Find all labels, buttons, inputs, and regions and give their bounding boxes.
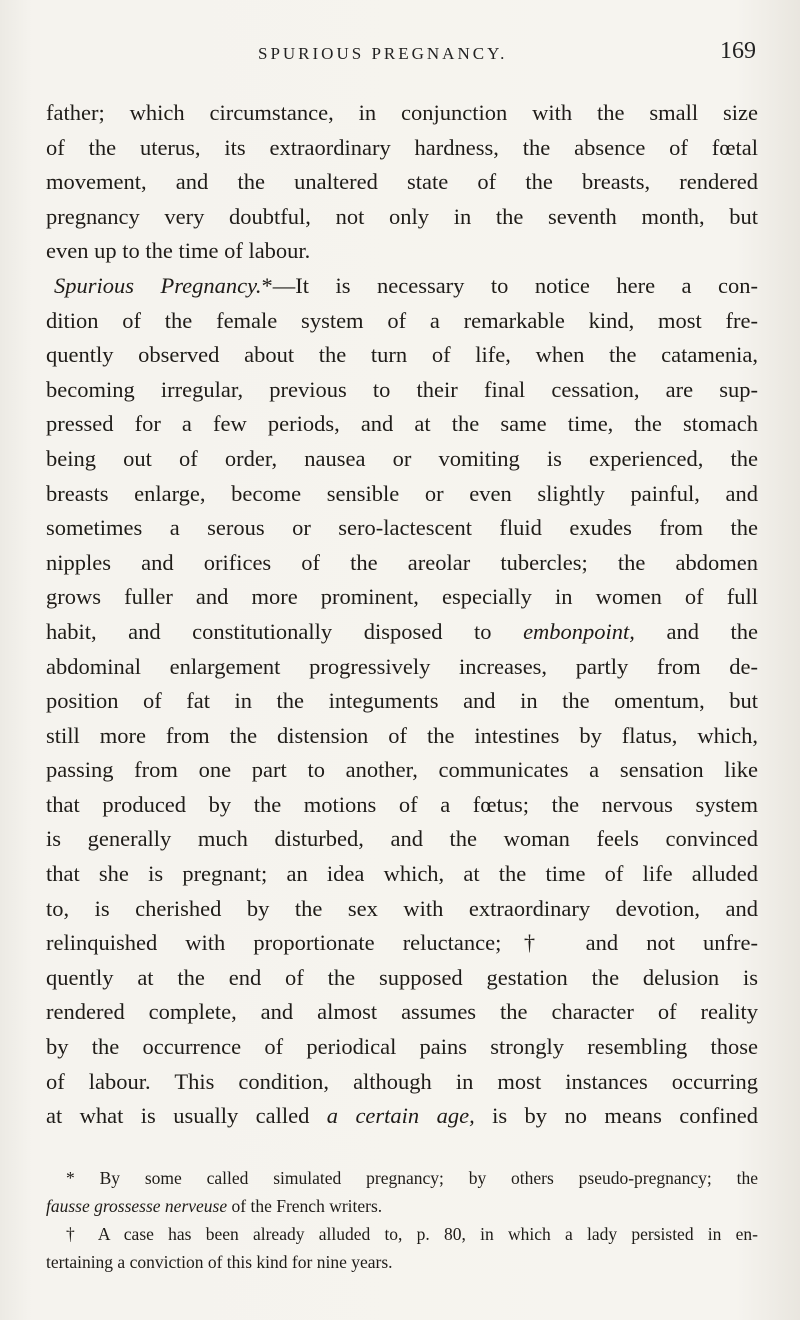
text-line: is generally much disturbed, and the woman feels convinced xyxy=(46,826,758,852)
text-line: pregnancy very doubtful, not only in the seventh month, but xyxy=(46,203,758,229)
text-line xyxy=(46,1099,758,1134)
footnote-1: * By some called simulated pregnancy; by others pseudo-pregnancy; the xyxy=(66,1168,758,1188)
italic-term: a certain age, xyxy=(326,1103,475,1129)
page-header xyxy=(0,36,800,76)
text-line: sometimes a serous or sero-lactescent fluid exudes from the xyxy=(46,515,758,541)
text-line: abdominal enlargement progressively increases, partly from de- xyxy=(46,653,758,679)
text-line: of the uterus, its extraordinary hardness, the absence of fœtal xyxy=(46,134,758,160)
text-line: that produced by the motions of a fœtus; the nervous system xyxy=(46,791,758,817)
running-head: SPURIOUS PREGNANCY. xyxy=(258,44,508,63)
text-line: to, is cherished by the sex with extraordinary devotion, and xyxy=(46,895,758,921)
text-line: that she is pregnant; an idea which, at the time of life alluded xyxy=(46,861,758,887)
text-line: rendered complete, and almost assumes the character of reality xyxy=(46,999,758,1025)
body-text xyxy=(46,96,758,1134)
page-number: 169 xyxy=(720,38,756,64)
text-line: father; which circumstance, in conjunction with the small size xyxy=(46,100,758,125)
text-line: still more from the distension of the intestines by flatus, which, xyxy=(46,722,758,748)
text-line: nipples and orifices of the areolar tubercles; the abdomen xyxy=(46,549,758,575)
text-span: is by no means confined xyxy=(474,1103,759,1129)
italic-term: embonpoint, xyxy=(523,618,635,644)
text-line: dition of the female system of a remarkable kind, most fre- xyxy=(46,307,758,333)
text-line xyxy=(46,615,758,650)
text-line: passing from one part to another, communicates a sensation like xyxy=(46,757,758,783)
text-line: relinquished with proportionate reluctance;† and not unfre- xyxy=(46,930,758,956)
section-heading-line xyxy=(46,269,758,304)
text-span: and the xyxy=(634,618,758,644)
footnotes xyxy=(46,1164,758,1276)
text-line: by the occurrence of periodical pains strongly resembling those xyxy=(46,1034,758,1060)
text-line: becoming irregular, previous to their final cessation, are sup- xyxy=(46,376,758,402)
text-line: being out of order, nausea or vomiting is experienced, the xyxy=(46,445,758,471)
text-span: at what is usually called xyxy=(46,1103,327,1129)
text-line: breasts enlarge, become sensible or even slightly painful, and xyxy=(46,480,758,506)
text-span: *—It is necessary to notice here a con- xyxy=(261,272,758,298)
text-span: of the French writers. xyxy=(227,1196,383,1216)
italic-term: fausse grossesse nerveuse xyxy=(46,1196,228,1216)
footnote-2: † A case has been already alluded to, p. 80, in which a lady persisted in en- xyxy=(66,1224,758,1244)
text-line: even up to the time of labour. xyxy=(46,238,311,264)
footnote-1-continued xyxy=(46,1192,758,1220)
text-line: of labour. This condition, although in most instances occurring xyxy=(46,1068,758,1094)
text-span: habit, and constitutionally disposed to xyxy=(46,618,524,644)
text-line: grows fuller and more prominent, especially in women of full xyxy=(46,584,758,610)
text-line: movement, and the unaltered state of the breasts, rendered xyxy=(46,169,758,195)
text-line: quently at the end of the supposed gestation the delusion is xyxy=(46,964,758,990)
section-heading: Spurious Pregnancy. xyxy=(54,272,262,298)
text-line: quently observed about the turn of life, when the catamenia, xyxy=(46,342,758,368)
footnote-2-continued: tertaining a conviction of this kind for nine years. xyxy=(46,1252,393,1272)
text-line: position of fat in the integuments and in the omentum, but xyxy=(46,688,758,714)
text-line: pressed for a few periods, and at the same time, the stomach xyxy=(46,411,758,437)
